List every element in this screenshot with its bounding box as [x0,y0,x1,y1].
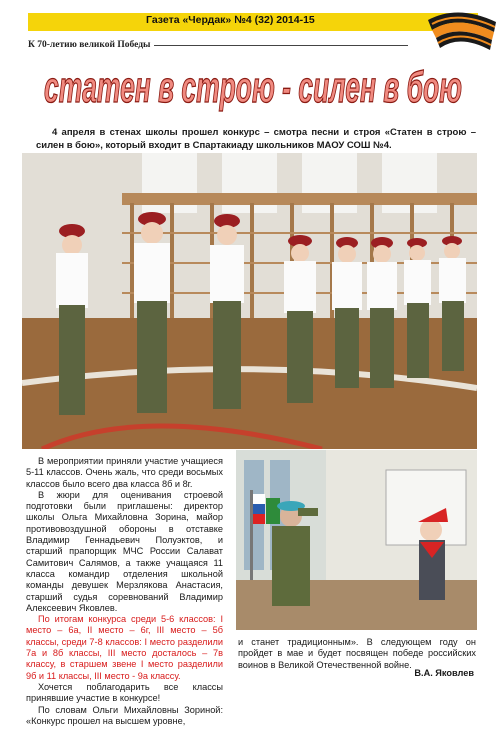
author-signature: В.А. Яковлев [414,668,474,678]
rubric-rule [154,45,408,46]
issue-banner [28,13,478,31]
article-body-left [26,456,223,727]
article-body-right [238,637,476,671]
paragraph-quote-start: По словам Ольги Михайловны Зориной: «Конкурс прошел на высшем уровне, [26,704,223,726]
cadets-formation-image [22,153,477,449]
rubric-heading [28,40,408,50]
issue-label: Газета «Чердак» №4 (32) 2014-15 [146,14,315,26]
article-title [38,52,468,118]
main-photo [22,153,477,449]
paragraph-jury: В жюри для оценивания строевой подготовки были приглашены: директор школы Ольга Михайловна Зорина, майор противовоздушной обороны в отставке Владимир Геннадьевич Полуэктов, и старший прапорщик МЧС России Салават Самитович Салямов, а также учащаяся 11 класса командир отделения школьной команды девушек Мерзлякова Анастасия, старший судья соревнований Владимир Алексеевич Яковлев. [26,489,223,613]
paragraph-participants: В мероприятии приняли участие учащиеся 5-11 классов. Очень жаль, что среди восьмых классов было всего два класса 8б и 8г. [26,456,223,489]
article-lead: 4 апреля в стенах школы прошел конкурс – смотра песни и строя «Статен в строю – силен в бою», который входит в Спартакиаду школьников МАОУ СОШ №4. [36,127,476,151]
paragraph-quote-end: и станет традиционным». В следующем году он пройдет в мае и будет посвящен победе российских воинов в Великой Отечественной войне. [238,637,476,670]
salute-image [236,450,477,630]
st-george-ribbon-icon [424,6,498,54]
paragraph-thanks: Хочется поблагодарить все классы принявшие участие в конкурсе! [26,681,223,704]
paragraph-results: По итогам конкурса среди 5-6 классов: I место – 6а, II место – 6г, III место – 5б классы, среди 7-8 классов: I место разделили 7а и 8б классы, III место досталось – 7в классу, в старшем звене I место разделили 9б и 11 классы, III место - 9а классу. [26,614,223,681]
rubric-label: К 70-летию великой Победы [28,40,151,50]
article-title-text: статен в строю - силен в бою [44,63,462,112]
salute-photo [236,450,477,630]
